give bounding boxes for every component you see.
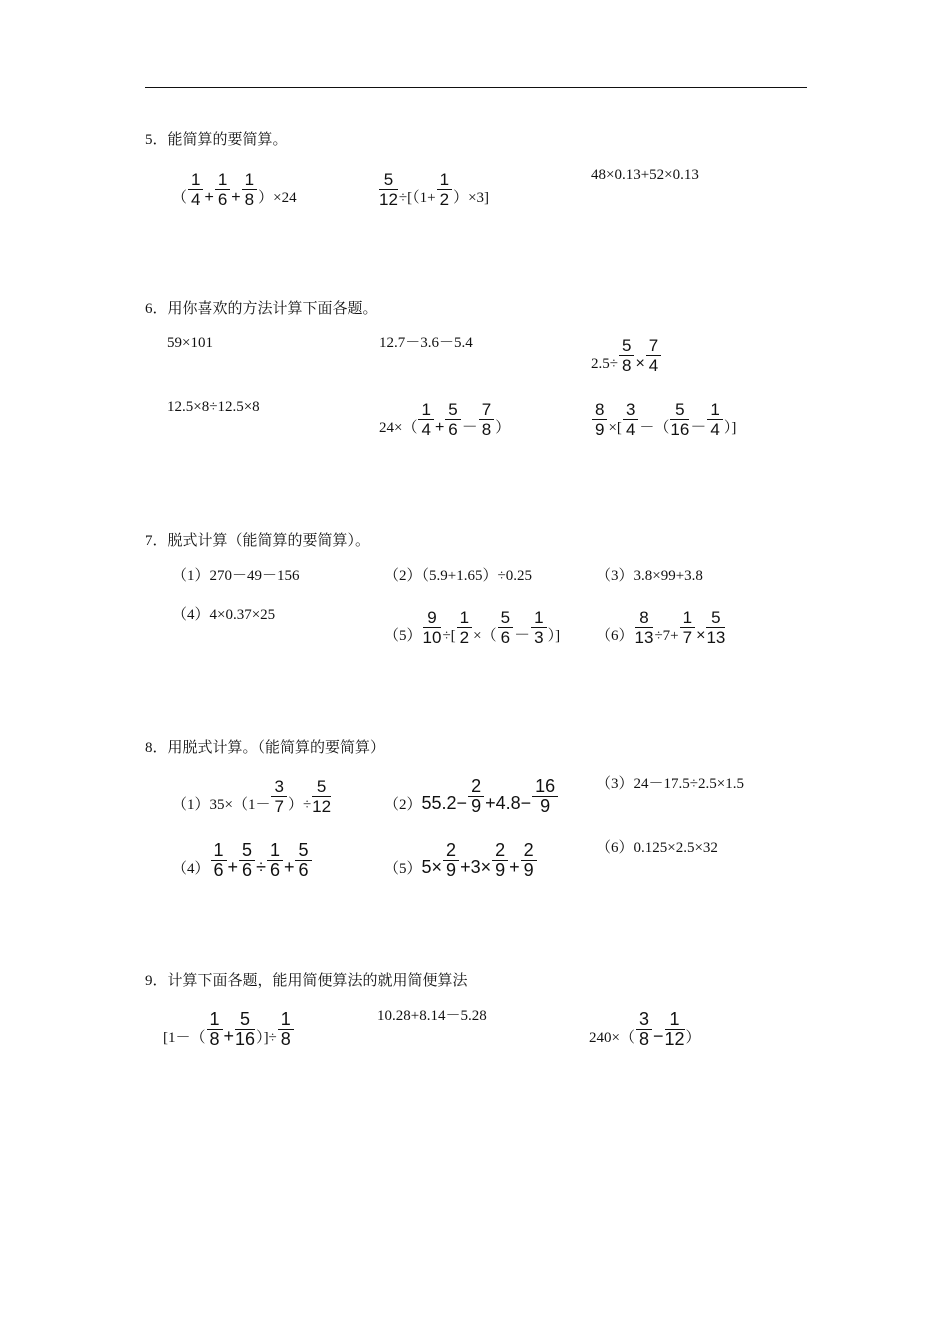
s7-problem-3: （3）3.8×99+3.8 xyxy=(596,568,703,584)
section-5-heading: 5．能简算的要简算。 xyxy=(145,132,288,148)
s7-problem-1: （1）270－49－156 xyxy=(172,568,300,584)
s6-problem-4: 12.5×8÷12.5×8 xyxy=(167,399,260,415)
s7-problem-4: （4）4×0.37×25 xyxy=(172,607,276,623)
s9-problem-1: [1－（ $\frac{1}{8}$ + $\frac{5}{16}$ ）]÷ $\frac{1}{8}$ xyxy=(163,1008,295,1047)
s9-problem-3: 240×（ $\frac{3}{8}$ − $\frac{1}{12}$ ） xyxy=(589,1009,701,1049)
s8-problem-2: （2）55.2− $\frac{2}{9}$ +4.8− $\frac{16}{9}$ xyxy=(384,775,559,814)
s5-problem-3: 48×0.13+52×0.13 xyxy=(591,167,699,183)
s5-problem-1: （ $\frac{1}{4}$ + $\frac{1}{6}$ + $\frac{1}{8}$ ）×24 xyxy=(172,170,297,209)
s8-problem-5: （5）5× $\frac{2}{9}$ +3× $\frac{2}{9}$ + $\frac{2}{9}$ xyxy=(384,839,538,878)
section-6-heading: 6．用你喜欢的方法计算下面各题。 xyxy=(145,301,378,317)
s7-problem-6: （6） $\frac{8}{13}$ ÷7+ $\frac{1}{7}$ × $\frac{5}{13}$ xyxy=(596,608,726,647)
section-7-heading: 7．脱式计算（能简算的要简算）。 xyxy=(145,533,371,549)
section-9-heading: 9．计算下面各题，能用简便算法的就用简便算法 xyxy=(145,973,468,989)
s9-problem-2: 10.28+8.14－5.28 xyxy=(377,1008,487,1024)
s6-problem-6: $\frac{8}{9}$ ×[ $\frac{3}{4}$ －（ $\frac{5}{16}$ － $\frac{1}{4}$ ）] xyxy=(591,398,736,437)
section-8-heading: 8．用脱式计算。（能简算的要简算） xyxy=(145,740,386,756)
top-rule xyxy=(145,87,807,88)
s8-problem-1: （1）35×（1－ $\frac{3}{7}$ ）÷ $\frac{5}{12}$ xyxy=(172,777,332,816)
s6-problem-5: 24×（ $\frac{1}{4}$ + $\frac{5}{6}$ － $\frac{7}{8}$ ） xyxy=(379,400,511,439)
s8-problem-3: （3）24－17.5÷2.5×1.5 xyxy=(596,776,744,792)
s6-problem-1: 59×101 xyxy=(167,335,213,351)
s7-problem-2: （2）（5.9+1.65）÷0.25 xyxy=(384,568,532,584)
s5-problem-2: $\frac{5}{12}$ ÷[（1+ $\frac{1}{2}$ ）×3] xyxy=(379,170,490,209)
s8-problem-4: （4） $\frac{1}{6}$ + $\frac{5}{6}$ ÷ $\frac{1}{6}$ + $\frac{5}{6}$ xyxy=(172,839,313,878)
s6-problem-2: 12.7－3.6－5.4 xyxy=(379,335,473,351)
s8-problem-6: （6）0.125×2.5×32 xyxy=(596,840,718,856)
s6-problem-3: 2.5÷ $\frac{5}{8}$ × $\frac{7}{4}$ xyxy=(591,334,662,373)
s7-problem-5: （5） $\frac{9}{10}$ ÷[ $\frac{1}{2}$ ×（ $\frac{5}{6}$ － $\frac{1}{3}$ ）] xyxy=(384,608,561,647)
